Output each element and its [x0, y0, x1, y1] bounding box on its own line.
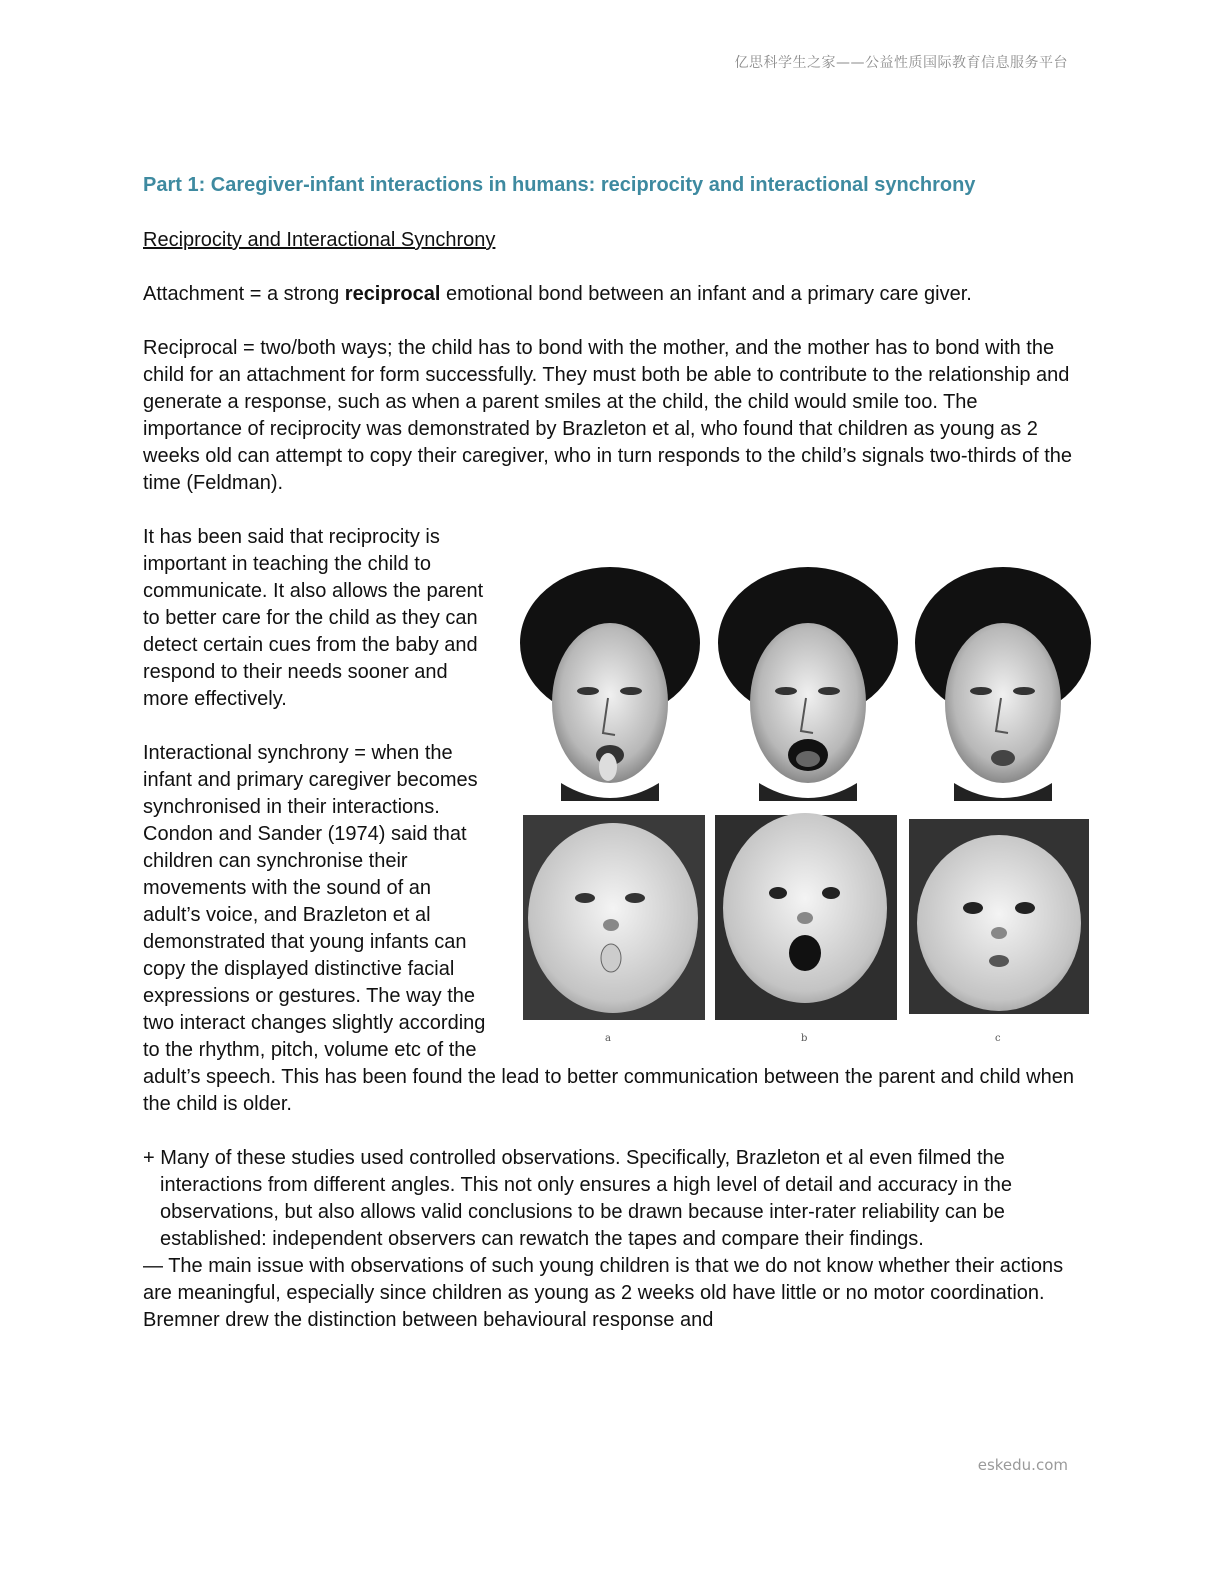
- adult-face-1: [520, 567, 700, 801]
- adult-face-3: [915, 567, 1091, 801]
- attachment-definition: [143, 281, 1078, 308]
- panel-label-a: a: [605, 1033, 611, 1044]
- reciprocity-importance-paragraph: It has been said that reciprocity is important in teaching the child to communicate. It also allows the parent to better care for the child as they can detect certain cues from the baby and respond to their needs sooner and more effectively.: [143, 526, 484, 710]
- panel-label-b: b: [801, 1033, 808, 1044]
- baby-photo-3: [909, 819, 1089, 1044]
- baby-photo-1: [523, 815, 705, 1044]
- attachment-suffix: emotional bond between an infant and a primary care giver.: [440, 283, 972, 305]
- page-header: 亿思科学生之家——公益性质国际教育信息服务平台: [734, 55, 1068, 71]
- document-body: [143, 170, 1078, 1334]
- section-heading: Part 1: Caregiver-infant interactions in humans: reciprocity and interactional synchrony: [143, 174, 976, 196]
- baby-photo-2: [715, 813, 897, 1044]
- panel-label-c: c: [995, 1033, 1001, 1044]
- page-footer: eskedu.com: [977, 1456, 1068, 1474]
- reciprocal-paragraph: Reciprocal = two/both ways; the child has to bond with the mother, and the mother has to bond with the child for an attachment for form successfully. They must both be able to contribute to the relationship and generate a response, such as when a parent smiles at the child, the child would smile too. The importance of reciprocity was demonstrated by Brazleton et al, who found that children as young as 2 weeks old can attempt to copy their caregiver, who in turn responds to the child’s signals two-thirds of the time (Feldman).: [143, 337, 1073, 494]
- adult-face-2: [718, 567, 898, 801]
- interactional-synchrony-paragraph: Interactional synchrony = when the infant and primary caregiver becomes synchronised in their interactions. Condon and Sander (1974) said that children can synchronise their movements with the sound of an adult’s voice, and Brazleton et al demonstrated that young infants can copy the displayed distinctive facial expressions or gestures. The way the two interact changes slightly according to the rhythm, pitch, volume etc of the adult’s speech. This has been found the lead to better communication between the parent and child when the child is older.: [143, 742, 1074, 1115]
- strength-evaluation-paragraph: + Many of these studies used controlled observations. Specifically, Brazleton et al even filmed the interactions from different angles. This not only ensures a high level of detail and accuracy in the observations, but also allows valid conclusions to be drawn because inter-rater reliability can be established: independent observers can rewatch the tapes and compare their findings.: [143, 1147, 1012, 1250]
- attachment-prefix: Attachment = a strong: [143, 283, 345, 305]
- attachment-bold-term: reciprocal: [344, 283, 441, 305]
- imitation-figure: [513, 553, 1103, 1053]
- subsection-title: Reciprocity and Interactional Synchrony: [143, 229, 496, 251]
- weakness-evaluation-paragraph: — The main issue with observations of such young children is that we do not know whether their actions are meaningful, especially since children as young as 2 weeks old have little or no motor coordination. Bremner drew the distinction between behavioural response and: [143, 1255, 1064, 1331]
